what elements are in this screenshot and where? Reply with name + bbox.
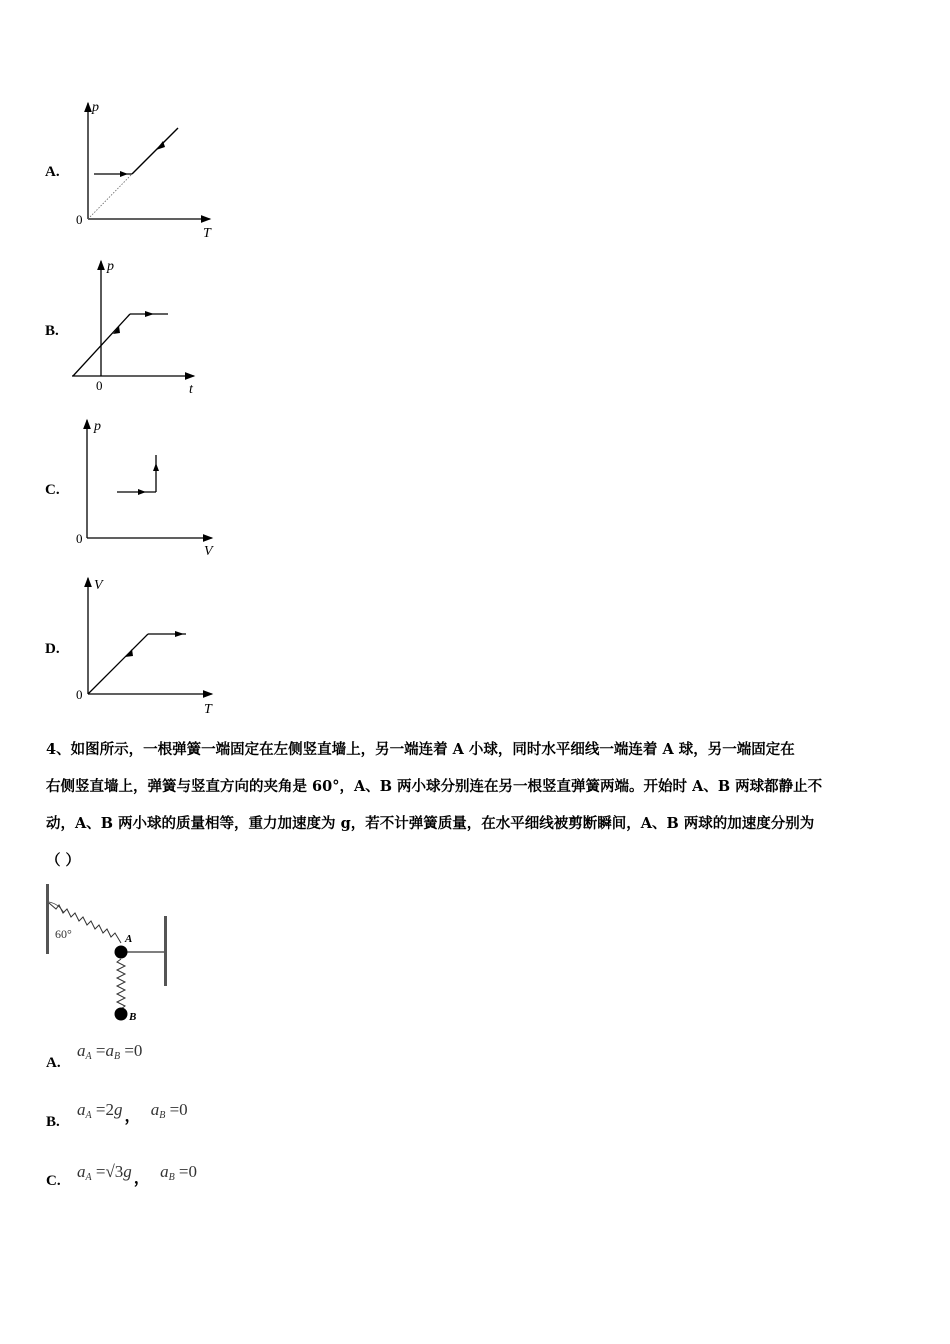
graph-c [70,412,230,562]
option-c-label: C. [45,482,60,498]
graph-b [70,255,230,400]
origin-label: 0 [76,212,83,227]
spring-figure [44,880,184,1025]
question-line: 动，A、B 两小球的质量相等，重力加速度为 g，若不计弹簧质量，在水平细线被剪断瞬间，A、B 两球的加速度分别为 [46,815,815,832]
answer-b-formula: $a_A =2g$ ， $a_B =0$ [77,1100,188,1125]
origin-label: 0 [76,687,83,702]
question-line: 右侧竖直墙上，弹簧与竖直方向的夹角是 60°，A、B 两小球分别连在另一根竖直弹簧两端。开始时 A、B 两球都静止不 [46,778,823,795]
ball-b-label: B [129,1011,137,1023]
answer-a-formula: $a_A =a_B =0$ [77,1041,143,1062]
arrow-head-icon [145,311,154,317]
question-line: 4、如图所示，一根弹簧一端固定在左侧竖直墙上，另一端连着 A 小球，同时水平细线一端连着 A 球，另一端固定在 [46,741,795,758]
dashed-line [88,174,132,219]
arrow-head-icon [138,489,146,495]
answer-c-formula: $a_A =√3g$ ， $a_B =0$ [77,1162,198,1187]
origin-label: 0 [76,531,83,546]
origin-label: 0 [96,378,103,393]
option-a-label: A. [45,164,60,180]
x-axis-label: t [189,382,193,397]
graph-d [70,572,230,722]
left-wall [46,884,49,954]
arrow-head-icon [153,463,159,471]
angle-label: 60° [55,927,72,941]
answer-c-label: C. [46,1173,61,1189]
arrow-head-icon [113,326,120,334]
question-text [46,731,916,879]
right-wall [164,916,167,986]
ball-a [115,946,128,959]
graph-a [70,95,230,245]
answer-a-label: A. [46,1055,61,1071]
ball-b [115,1008,128,1021]
y-axis-label: p [94,419,101,434]
question-line: （ ） [46,852,81,869]
option-b-label: B. [45,323,59,339]
x-axis-label: T [204,702,212,717]
y-axis-label: V [94,578,103,593]
vertical-spring [117,959,125,1009]
arrow-head-icon [175,631,184,637]
x-axis-label: V [204,544,213,559]
process-line [88,634,148,694]
process-line [132,128,178,174]
arrow-head-icon [125,649,133,657]
y-axis-label: p [107,259,114,274]
arrow-head-icon [120,171,128,177]
x-axis-label: T [203,226,211,241]
ball-a-label: A [125,933,133,945]
answer-b-label: B. [46,1114,60,1130]
y-axis-label: p [92,100,99,115]
option-d-label: D. [45,641,60,657]
